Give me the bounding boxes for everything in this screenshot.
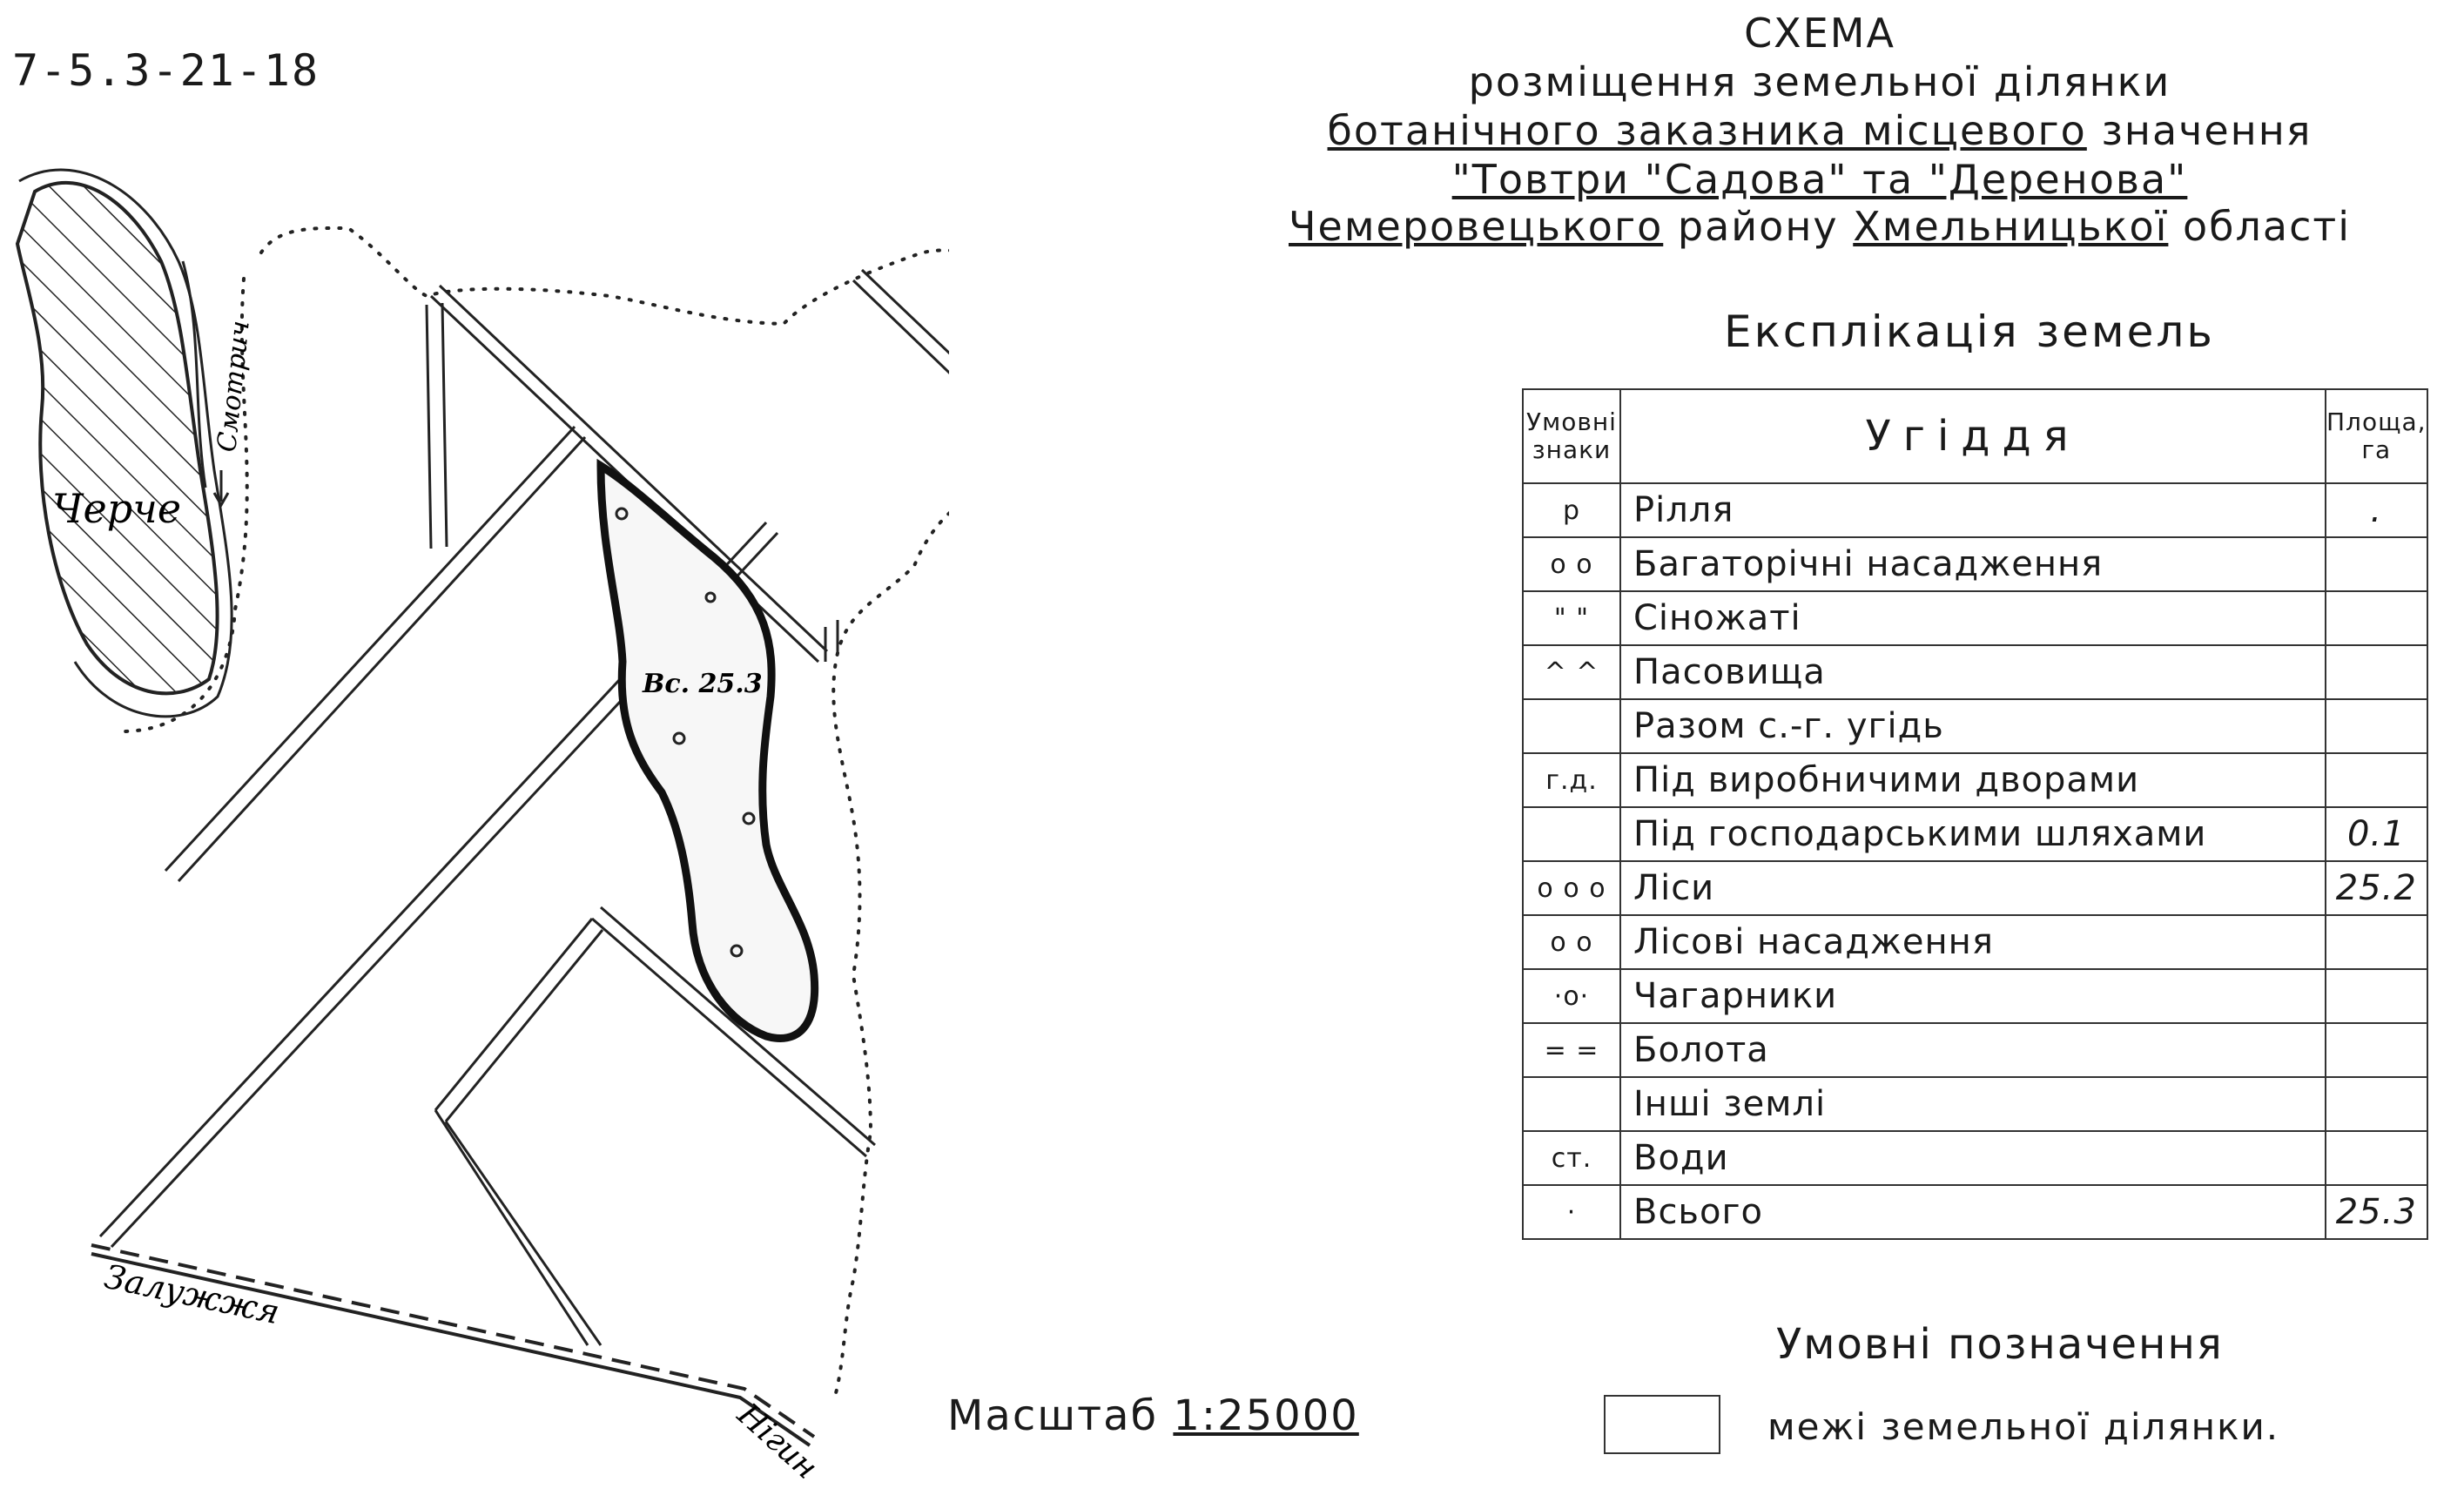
legend-boundary-text: межі земельної ділянки. [1767,1405,2280,1448]
row-land-type: Води [1620,1131,2326,1185]
table-row [1523,915,2427,969]
row-land-type: Лісові насадження [1620,915,2326,969]
row-symbol: о о о [1523,861,1620,915]
title-significance: значення [2101,107,2313,154]
row-symbol: ст. [1523,1131,1620,1185]
header-area [2326,389,2427,483]
title-region-name: Хмельницької [1853,203,2169,250]
row-area: . [2326,483,2427,537]
document-code: 7-5.3-21-18 [12,45,320,96]
row-area [2326,753,2427,807]
zaluzhzhia-label: Залужжя [101,1256,283,1332]
table-row [1523,861,2427,915]
row-land-type: Разом с.-г. угідь [1620,699,2326,753]
row-symbol: р [1523,483,1620,537]
table-row [1523,645,2427,699]
row-symbol: о о [1523,915,1620,969]
river-label: Смотрич [212,319,256,454]
header-symbols [1523,389,1620,483]
table-row [1523,1131,2427,1185]
village-label: Черче [52,485,182,532]
table-row [1523,1023,2427,1077]
row-area [2326,1023,2427,1077]
scale-value: 1:25000 [1173,1391,1359,1440]
row-land-type: Болота [1620,1023,2326,1077]
explication-title: Експлікація земель [1724,306,2215,357]
row-land-type: Пасовища [1620,645,2326,699]
map-scale [947,1391,1359,1440]
outer-dotted-boundary [261,228,949,1393]
row-area [2326,915,2427,969]
title-district-name: Чемеровецького [1289,203,1664,250]
row-area [2326,699,2427,753]
table-row [1523,753,2427,807]
header-land: Угіддя [1620,389,2326,483]
table-row [1523,699,2427,753]
row-symbol: · [1523,1185,1620,1239]
row-land-type: Чагарники [1620,969,2326,1023]
title-line-2: розміщення земельної ділянки [1468,58,2171,105]
table-row [1523,591,2427,645]
row-area [2326,591,2427,645]
header-symbols-line2: знаки [1532,435,1612,464]
row-area [2326,1077,2427,1131]
nihyn-label: Нігин [730,1397,825,1486]
row-land-type: Під господарськими шляхами [1620,807,2326,861]
row-symbol: о о [1523,537,1620,591]
row-land-type: Рілля [1620,483,2326,537]
title-reserve-type: ботанічного заказника місцевого [1327,107,2087,154]
legend-title: Умовні позначення [1776,1320,2224,1369]
row-land-type: Інші землі [1620,1077,2326,1131]
title-line-5 [1184,202,2455,251]
table-row [1523,483,2427,537]
header-symbols-line1: Умовні [1526,407,1617,436]
row-area: 25.3 [2326,1185,2427,1239]
row-land-type: Багаторічні насадження [1620,537,2326,591]
row-symbol: ·о· [1523,969,1620,1023]
row-area [2326,645,2427,699]
title-region-word: області [2183,203,2351,250]
row-symbol [1523,699,1620,753]
header-area-line2: га [2361,435,2392,464]
title-reserve-name: "Товтри "Садова" та "Деренова" [1451,156,2188,203]
field-road [91,1245,814,1445]
row-land-type: Всього [1620,1185,2326,1239]
row-area: 25.2 [2326,861,2427,915]
row-symbol: ^ ^ [1523,645,1620,699]
row-symbol [1523,1077,1620,1131]
row-symbol: = = [1523,1023,1620,1077]
explication-body [1523,483,2427,1239]
header-area-line1: Площа, [2326,407,2427,436]
table-row [1523,537,2427,591]
row-area [2326,537,2427,591]
row-symbol [1523,807,1620,861]
legend-boundary-symbol [1604,1395,1720,1454]
row-land-type: Під виробничими дворами [1620,753,2326,807]
title-line-4 [1184,155,2455,204]
title-heading: СХЕМА [1744,10,1895,57]
table-row [1523,969,2427,1023]
title-line-3 [1184,106,2455,155]
table-row [1523,1077,2427,1131]
scale-label: Масштаб [947,1391,1159,1440]
row-area [2326,1131,2427,1185]
row-area [2326,969,2427,1023]
title-district-word: району [1677,203,1839,250]
table-row [1523,807,2427,861]
parcel-map [0,0,949,1502]
table-header-row [1523,389,2427,483]
row-symbol: г.д. [1523,753,1620,807]
row-land-type: Сіножаті [1620,591,2326,645]
row-area: 0.1 [2326,807,2427,861]
table-row [1523,1185,2427,1239]
row-land-type: Ліси [1620,861,2326,915]
row-symbol: " " [1523,591,1620,645]
parcel-label: Вс. 25.3 [643,669,763,699]
explication-table [1522,388,2428,1240]
